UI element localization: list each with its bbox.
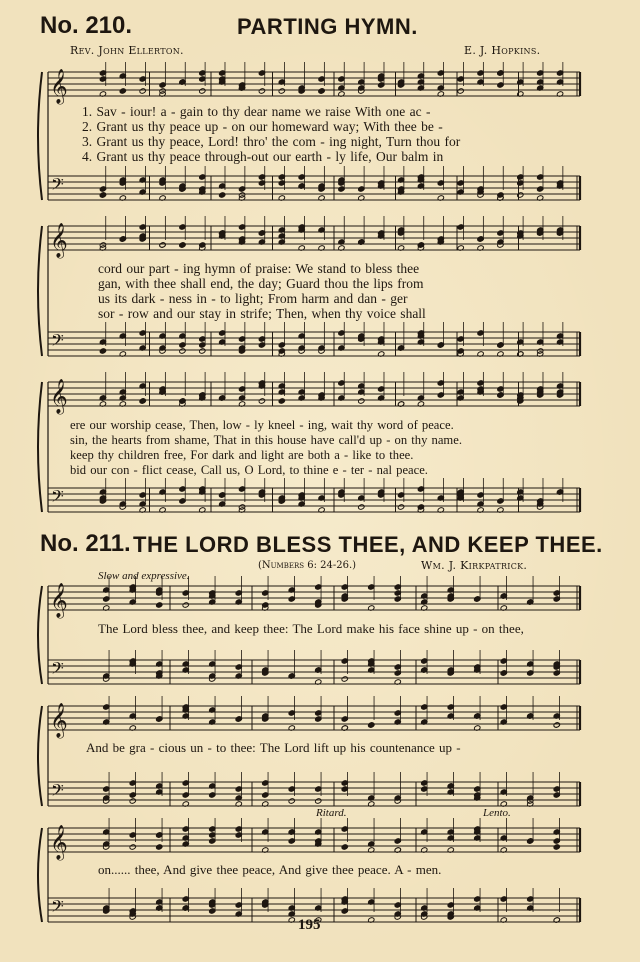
bass-notes [103,772,561,807]
hymn-211-number: No. 211. [40,530,131,557]
bass-staff [48,782,580,806]
h210-s2-verse-4: sor - row and our stay in strife; Then, when thy voice shall [98,306,426,321]
treble-staff [48,586,580,610]
ritard-marking: Ritard. [316,807,347,819]
h210-s1-verse-1: 1. Sav - iour! a - gain to thy dear name we raise With one ac - [82,104,431,119]
h210-s3-verse-3: keep thy children free, For dark and light are both a - like to thee. [70,448,414,462]
bass-staff [48,660,580,684]
treble-staff [48,828,580,852]
treble-clef-icon: 𝄞 [50,379,68,414]
treble-clef-icon: 𝄞 [50,583,68,618]
treble-notes [103,696,561,731]
bass-clef-icon: 𝄢 [51,330,64,354]
hymn-210-number: No. 210. [40,12,133,39]
h210-s2-verse-1: cord our part - ing hymn of praise: We stand to bless thee [98,261,420,276]
h211-s2-lyric: And be gra - cious un - to thee: The Lord lift up his countenance up - [86,740,461,755]
treble-clef-icon: 𝄞 [50,69,68,104]
h211-s1-lyric: The Lord bless thee, and keep thee: The Lord make his face shine up - on thee, [98,621,524,636]
h210-s1-verse-3: 3. Grant us thy peace, Lord! thro' the com - ing night, Turn thou for [82,134,461,149]
h211-s3-lyric: on...... thee, And give thee peace, And give thee peace. A - men. [98,862,442,877]
hymn-211-title: THE LORD BLESS THEE, AND KEEP THEE. [133,532,603,557]
bass-clef-icon: 𝄢 [51,174,64,198]
h210-s3-verse-2: sin, the hearts from shame, That in this house have call'd up - on thy name. [70,433,462,447]
bass-clef-icon: 𝄢 [51,486,64,510]
hymn-211-reference: (Numbers 6: 24-26.) [258,560,357,571]
h210-s1-verse-2: 2. Grant us thy peace up - on our homeward way; With thee be - [82,119,443,134]
bass-clef-icon: 𝄢 [51,658,64,682]
hymn-210-title: PARTING HYMN. [237,14,418,39]
h210-s2-verse-3: us its dark - ness in - to light; From harm and dan - ger [98,291,408,306]
h210-s1-verse-4: 4. Grant us thy peace through-out our earth - ly life, Our balm in [82,149,444,164]
hymn-211-composer: Wm. J. Kirkpatrick. [421,559,528,572]
page-number: 195 [298,917,321,933]
bass-notes [103,888,561,923]
hymn-210-author: Rev. John Ellerton. [70,44,184,57]
treble-clef-icon: 𝄞 [50,703,68,738]
bass-notes [99,322,563,357]
treble-notes [99,372,563,407]
treble-staff [48,226,580,250]
treble-notes [99,62,563,97]
treble-clef-icon: 𝄞 [50,223,68,258]
bass-notes [103,650,561,685]
h210-s2-verse-2: gan, with thee shall end, the day; Guard thou the lips from [98,276,424,291]
treble-clef-icon: 𝄞 [50,825,68,860]
h210-s3-verse-4: bid our con - flict cease, Call us, O Lord, to thine e - ter - nal peace. [70,463,428,477]
hymn-210-composer: E. J. Hopkins. [464,44,541,57]
treble-staff [48,706,580,730]
treble-notes [103,818,561,853]
bass-notes [99,478,563,513]
lento-marking: Lento. [483,807,511,819]
bass-clef-icon: 𝄢 [51,896,64,920]
treble-notes [99,216,563,251]
tempo-marking: Slow and expressive. [98,570,190,582]
h210-s3-verse-1: ere our worship cease, Then, low - ly kneel - ing, wait thy word of peace. [70,418,454,432]
bass-clef-icon: 𝄢 [51,780,64,804]
bass-notes [99,166,563,201]
